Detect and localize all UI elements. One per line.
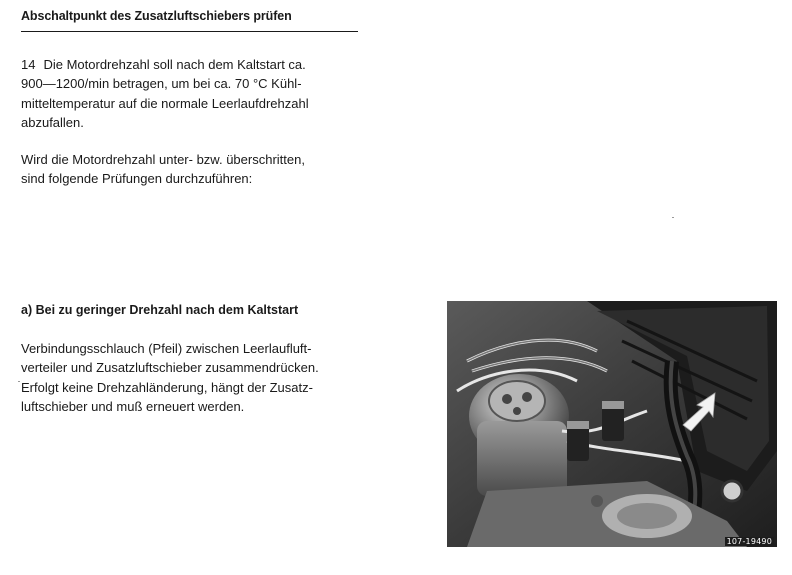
step-paragraph — [21, 55, 366, 132]
step-line-3: mitteltemperatur auf die normale Leerlaufdrehzahl — [21, 95, 309, 111]
title-divider — [21, 31, 358, 32]
step-line-4: abzufallen. — [21, 114, 84, 130]
case-a-line-2: verteiler und Zusatzluftschieber zusammendrücken. — [21, 360, 319, 376]
note-line-2: sind folgende Prüfungen durchzuführen: — [21, 171, 253, 187]
case-a-line-1: Verbindungsschlauch (Pfeil) zwischen Leerlaufluft- — [21, 341, 312, 356]
scan-speck — [18, 381, 20, 382]
case-a-title: a) Bei zu geringer Drehzahl nach dem Kaltstart — [21, 303, 299, 317]
scan-speck — [672, 217, 674, 218]
note-paragraph — [21, 150, 366, 189]
note-line-1: Wird die Motordrehzahl unter- bzw. überschritten, — [21, 152, 305, 167]
case-a-line-3: Erfolgt keine Drehzahländerung, hängt der Zusatz- — [21, 379, 313, 395]
figure-id-label: 107-19490 — [726, 537, 772, 546]
step-line-1: 14 Die Motordrehzahl soll nach dem Kaltstart ca. — [21, 57, 306, 72]
step-line-2: 900—1200/min betragen, um bei ca. 70 °C Kühl- — [21, 76, 302, 92]
case-a-line-4: luftschieber und muß erneuert werden. — [21, 398, 245, 414]
engine-photo-drawing — [447, 301, 777, 547]
section-title: Abschaltpunkt des Zusatzluftschiebers prüfen — [21, 9, 292, 23]
step-number: 14 — [21, 57, 36, 72]
engine-photo — [447, 301, 777, 547]
case-a-paragraph — [21, 339, 366, 416]
